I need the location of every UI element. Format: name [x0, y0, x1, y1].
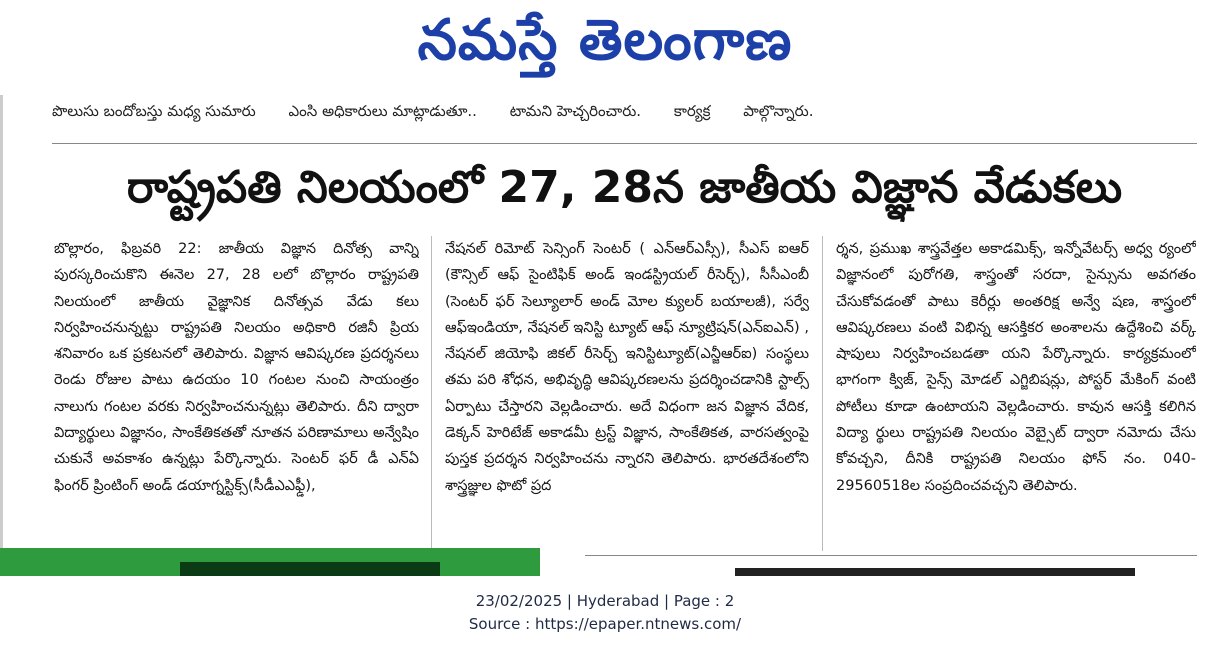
divider [585, 555, 1197, 556]
strip-text: ఎంసి అధికారులు మాట్లాడుతూ.. [288, 102, 477, 120]
edition-info: 23/02/2025 | Hyderabad | Page : 2 [475, 592, 735, 610]
masthead [0, 0, 1210, 86]
newspaper-logo: నమస్తే తెలంగాణ [417, 8, 793, 73]
strip-text: పొలుసు బందోబస్తు మధ్య సుమారు [52, 102, 256, 120]
next-article-cropped [585, 560, 1195, 576]
previous-article-strip [52, 98, 1197, 124]
cropped-headline-block [180, 562, 440, 576]
page-footer [0, 590, 1210, 650]
paragraph: నేషనల్ రిమోట్ సెన్సింగ్ సెంటర్ ( ఎన్ఆర్ఎస్సీ), సీఎస్ ఐఆర్ (కౌన్సిల్ ఆఫ్ సైంటిఫిక్ అండ్ ఇండస్ట్రియల్ రీసెర్చ్), సీసీఎంబీ (సెంటర్ ఫర్ సెల్యూలార్ అండ్ మోల క్యులర్ బయాలజీ), సర్వే ఆఫ్ఇండియా, నేషనల్ ఇనిస్టి ట్యూట్ ఆఫ్ న్యూట్రిషన్(ఎన్ఐఎన్) , నేషనల్ జియోఫి జికల్ రీసెర్చ్ ఇనిస్టిట్యూట్(ఎన్జీఆర్ఐ) సంస్థలు తమ పరి శోధన, అభివృద్ధి ఆవిష్కరణలను ప్రదర్శించడానికి స్టాల్స్ ఏర్పాటు చేస్తారని వెల్లడించారు. అదే విధంగా జన విజ్ఞాన వేదిక, డెక్కన్ హెరిటేజ్ అకాడమీ ట్రస్ట్ విజ్ఞాన, సాంకేతికత, వారసత్వంపై పుస్తక ప్రదర్శన నిర్వహించను న్నారని తెలిపారు. భారతదేశంలోని శాస్త్రజ్ఞుల ఫొటో ప్రద [445, 241, 809, 494]
article-column-2 [445, 236, 809, 548]
source-link[interactable]: Source : https://epaper.ntnews.com/ [468, 615, 742, 633]
article-column-3 [836, 236, 1196, 548]
column-divider [431, 236, 432, 551]
next-article-banner [0, 548, 540, 576]
article-column-1 [54, 236, 419, 548]
article-headline: రాష్ట్రపతి నిలయంలో 27, 28న జాతీయ విజ్ఞాన వేడుకలు [126, 162, 1123, 213]
page-edge [0, 95, 3, 575]
paragraph: బొల్లారం, ఫిబ్రవరి 22: జాతీయ విజ్ఞాన దినోత్స వాన్ని పురస్కరించుకొని ఈనెల 27, 28 లలో బొల్లారం రాష్ట్రపతి నిలయంలో జాతీయ వైజ్ఞానిక దినోత్సవ వేడు కలు నిర్వహించనున్నట్టు రాష్ట్రపతి నిలయం అధికారి రజినీ ప్రియ శనివారం ఒక ప్రకటనలో తెలిపారు. విజ్ఞాన ఆవిష్కరణ ప్రదర్శనలు రెండు రోజుల పాటు ఉదయం 10 గంటల నుంచి సాయంత్రం నాలుగు గంటల వరకు నిర్వహించనున్నట్లు తెలిపారు. దీని ద్వారా విద్యార్థులు విజ్ఞానం, సాంకేతికతతో నూతన పరిణామాలు అన్వేషిం చుకునే అవకాశం ఉన్నట్లు పేర్కొన్నారు. సెంటర్ ఫర్ డీ ఎన్ఏ ఫింగర్ ప్రింటింగ్ అండ్ డయాగ్నస్టిక్స్(సీడీఎఎఫ్డీ), [54, 241, 419, 494]
cropped-headline-bar [735, 568, 1135, 576]
strip-text: పాల్గొన్నారు. [743, 102, 814, 120]
divider [52, 143, 1197, 144]
column-divider [822, 236, 823, 551]
strip-text: కార్యక్ర [673, 102, 711, 120]
paragraph: ర్శన, ప్రముఖ శాస్త్రవేత్తల అకాడమిక్స్, ఇన్నోవేటర్స్ అధ్వ ర్యంలో విజ్ఞానంలో పురోగతి, శాస్త్రంతో సరదా, సైన్సును అవగతం చేసుకోవడంతో పాటు కెరీర్లు అంతరిక్ష అన్వే షణ, శాస్త్రంలో ఆవిష్కరణలు వంటి విభిన్న ఆసక్తికర అంశాలను ఉద్దేశించి వర్క్ షాపులు నిర్వహించబడతా యని పేర్కొన్నారు. కార్యక్రమంలో భాగంగా క్విజ్, సైన్స్ మోడల్ ఎగ్జిబిషన్లు, పోస్టర్ మేకింగ్ వంటి పోటీలు కూడా ఉంటాయని వెల్లడించారు. కావున ఆసక్తి కలిగిన విద్యా ర్థులు రాష్ట్రపతి నిలయం వెబ్సైట్ ద్వారా నమోదు చేసు కోవచ్చని, దీనికి రాష్ట్రపతి నిలయం ఫోన్ నం. 040- 29560518ల సంప్రదించవచ్చని తెలిపారు. [836, 241, 1196, 494]
strip-text: టామని హెచ్చరించారు. [509, 102, 642, 120]
